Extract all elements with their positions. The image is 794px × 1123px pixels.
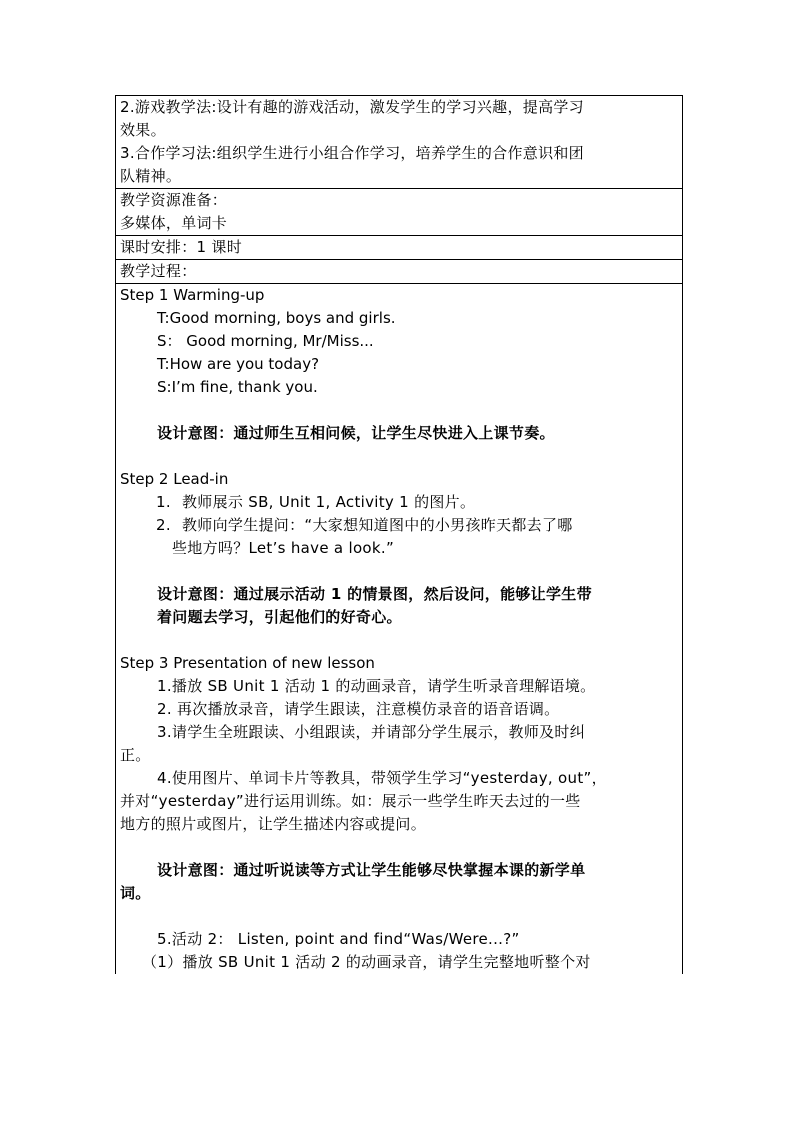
step3-paragraph: 2. 再次播放录音，请学生跟读，注意模仿录音的语音语调。 [157,700,560,718]
step2-title: Step 2 Lead-in [120,470,229,488]
list-number: 1. [156,493,171,511]
dialogue-line: S： Good morning, Mr/Miss... [157,332,374,350]
list-item [120,514,678,537]
schedule-text: 课时安排：1 课时 [120,238,243,256]
dialogue-line: S:I’m fine, thank you. [157,378,318,396]
list-item [120,491,678,514]
process-cell [116,284,682,974]
teaching-methods-cell [116,96,682,189]
method-line: 队精神。 [120,167,182,185]
step3-paragraph: （1）播放 SB Unit 1 活动 2 的动画录音，请学生完整地听整个对 [142,953,591,971]
resources-cell [116,189,682,236]
list-text-continued: 些地方吗？Let’s have a look.” [172,539,395,557]
step2-intent: 着问题去学习，引起他们的好奇心。 [157,608,402,626]
step3-paragraph: 3.请学生全班跟读、小组跟读，并请部分学生展示，教师及时纠 [157,723,586,741]
process-label-cell [116,260,682,284]
step3-paragraph: 5.活动 2： Listen, point and find“Was/Were...?” [157,930,520,948]
resources-label: 教学资源准备： [120,191,228,209]
step3-paragraph: 正。 [120,746,151,764]
step2-intent: 设计意图：通过展示活动 1 的情景图，然后设问，能够让学生带 [157,585,592,603]
method-line: 2.游戏教学法:设计有趣的游戏活动，激发学生的学习兴趣，提高学习 [120,98,584,116]
list-text: 教师展示 SB, Unit 1, Activity 1 的图片。 [182,493,476,511]
step3-intent: 词。 [120,884,151,902]
process-label: 教学过程： [120,262,197,280]
step1-title: Step 1 Warming-up [120,286,265,304]
step3-paragraph: 1.播放 SB Unit 1 活动 1 的动画录音，请学生听录音理解语境。 [157,677,596,695]
lesson-plan-table [115,95,683,974]
step3-intent: 设计意图：通过听说读等方式让学生能够尽快掌握本课的新学单 [157,861,586,879]
list-text: 教师向学生提问：“大家想知道图中的小男孩昨天都去了哪 [182,516,573,534]
step1-intent: 设计意图：通过师生互相问候，让学生尽快进入上课节奏。 [157,424,555,442]
step3-title: Step 3 Presentation of new lesson [120,654,375,672]
dialogue-line: T:How are you today? [157,355,320,373]
list-number: 2. [156,516,171,534]
step3-paragraph: 地方的照片或图片，让学生描述内容或提问。 [120,815,427,833]
resources-value: 多媒体，单词卡 [120,214,228,232]
method-line: 3.合作学习法:组织学生进行小组合作学习，培养学生的合作意识和团 [120,144,584,162]
dialogue-line: T:Good morning, boys and girls. [157,309,396,327]
step3-paragraph: 并对“yesterday”进行运用训练。如：展示一些学生昨天去过的一些 [120,792,581,810]
method-line: 效果。 [120,121,166,139]
step3-paragraph: 4.使用图片、单词卡片等教具，带领学生学习“yesterday, out”， [157,769,607,787]
schedule-cell [116,236,682,260]
